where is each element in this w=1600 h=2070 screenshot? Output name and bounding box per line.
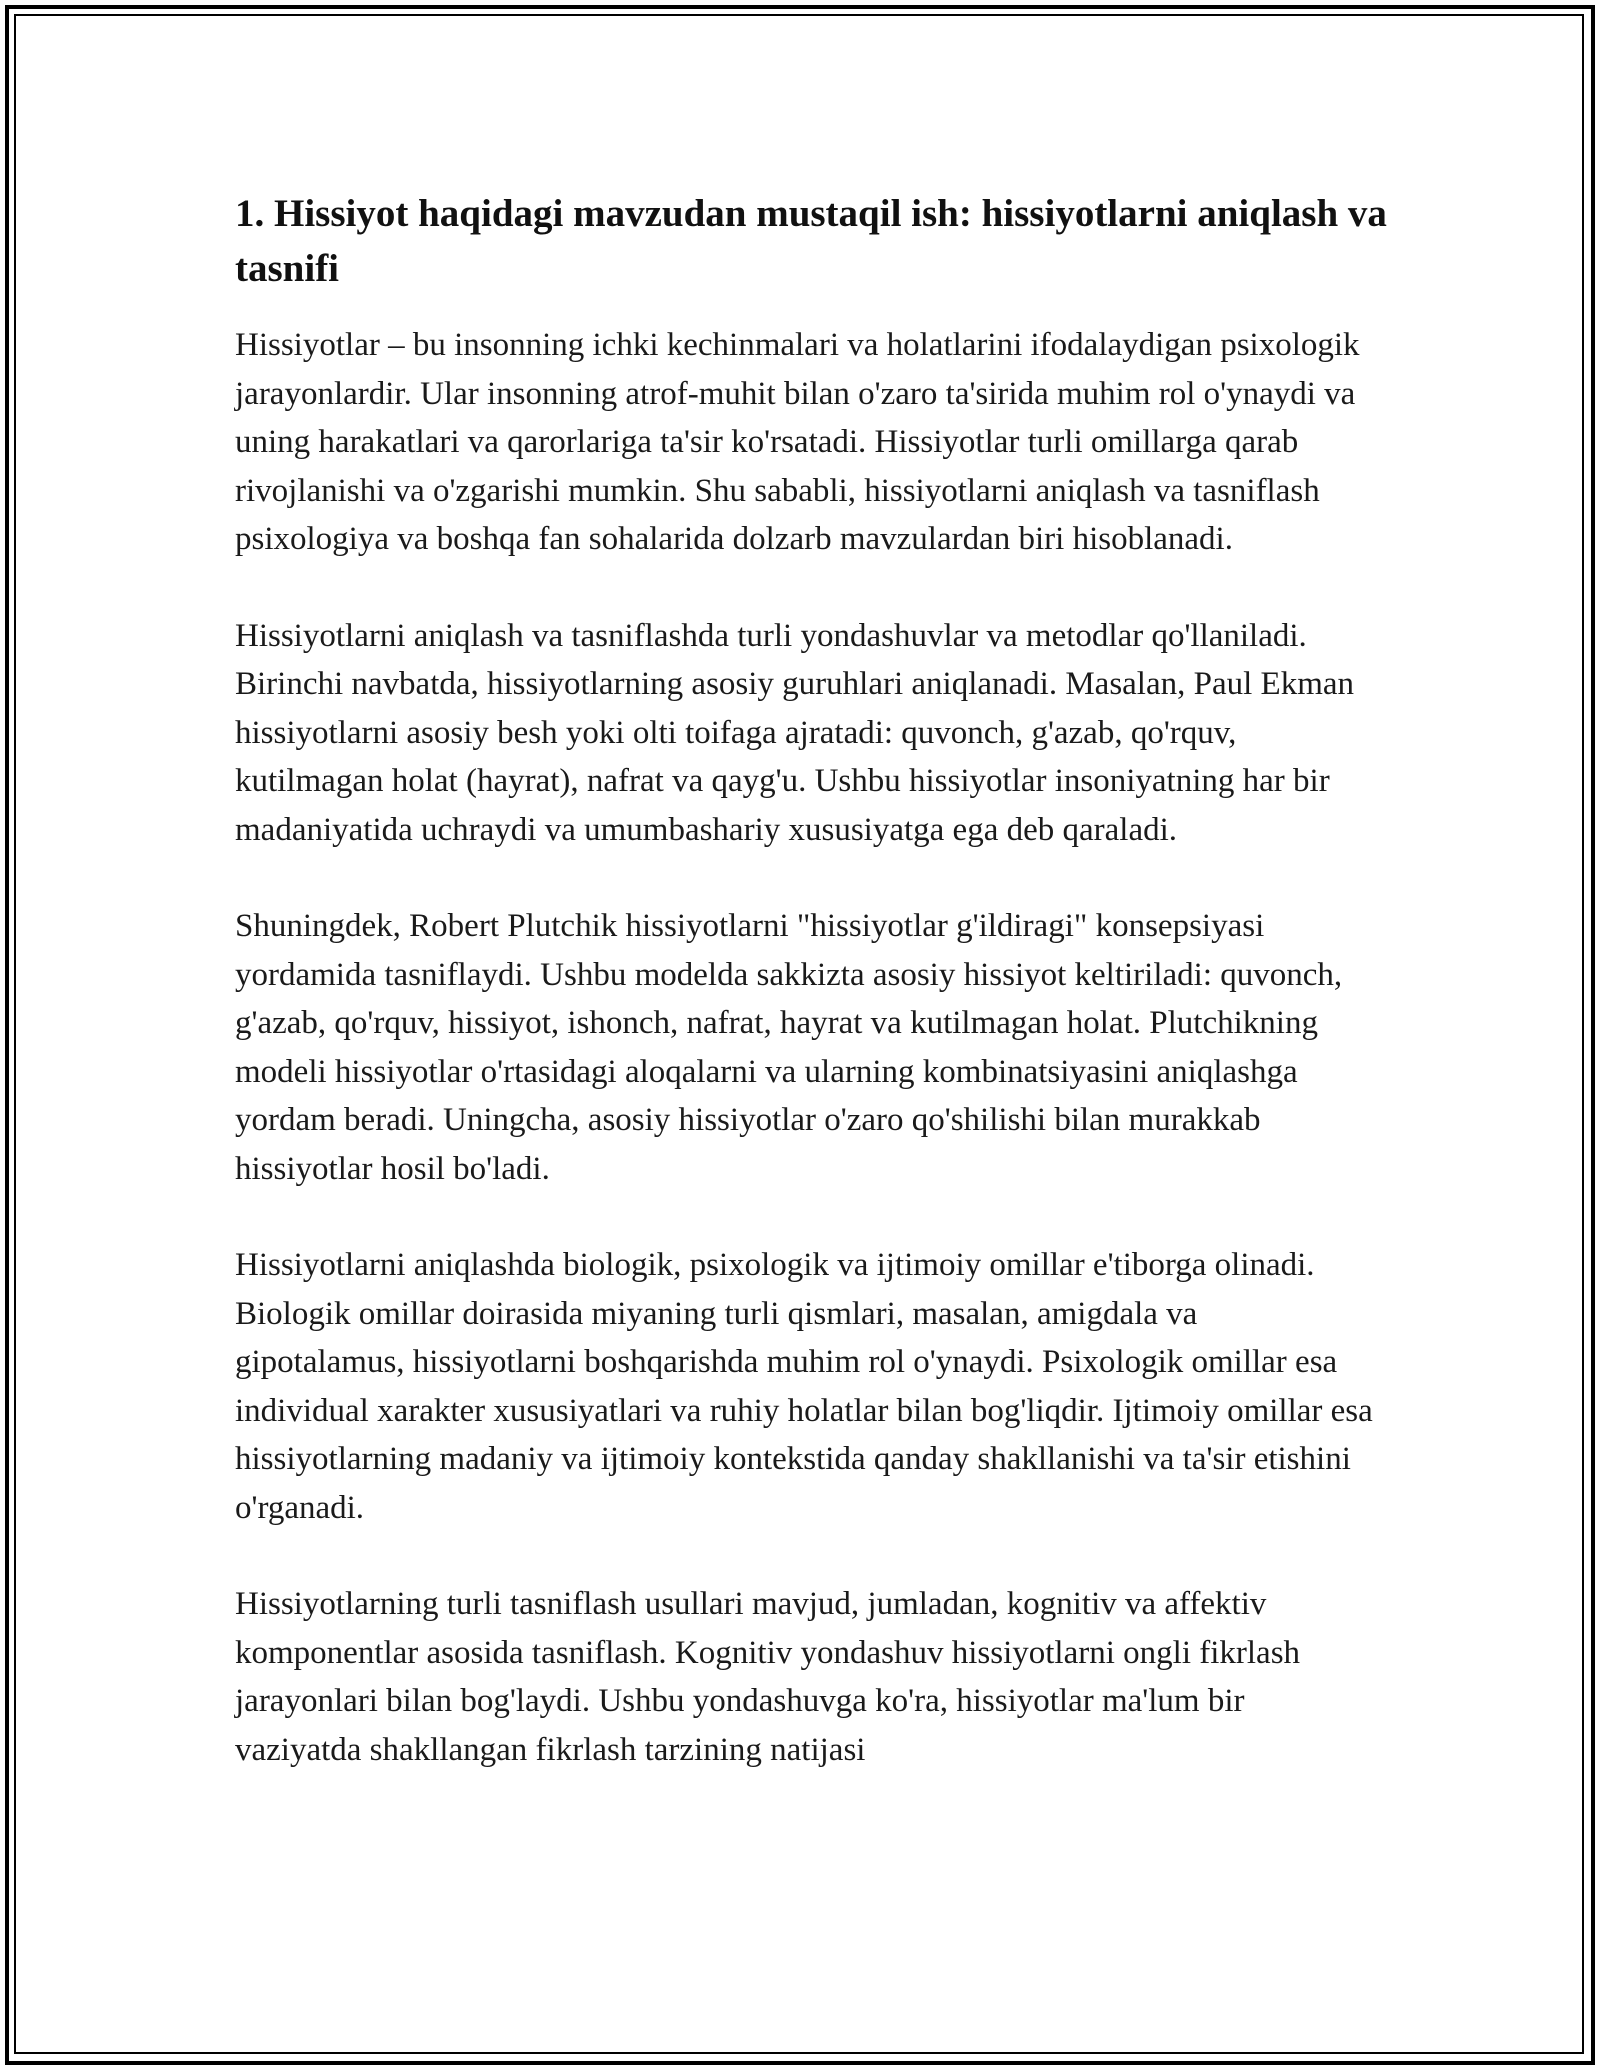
paragraph-4: Hissiyotlarni aniqlashda biologik, psixologik va ijtimoiy omillar e'tiborga olinadi. Biologik omillar doirasida miyaning turli qismlari, masalan, amigdala va gipotalamus, hissiyotlarni boshqarishda muhim rol o'ynaydi. Psixologik omillar esa individual xarakter xususiyatlari va ruhiy holatlar bilan bog'liqdir. Ijtimoiy omillar esa hissiyotlarning madaniy va ijtimoiy kontekstida qanday shakllanishi va ta'sir etishini o'rganadi. bbox=[235, 1247, 1373, 1526]
document-heading: 1. Hissiyot haqidagi mavzudan mustaqil ish: hissiyotlarni aniqlash va tasnifi bbox=[235, 192, 1387, 290]
paragraph-3: Shuningdek, Robert Plutchik hissiyotlarni "hissiyotlar g'ildiragi" konsepsiyasi yordamida tasniflaydi. Ushbu modelda sakkizta asosiy hissiyot keltiriladi: quvonch, g'azab, qo'rquv, hissiyot, ishonch, nafrat, hayrat va kutilmagan holat. Plutchikning modeli hissiyotlar o'rtasidagi aloqalarni va ularning kombinatsiyasini aniqlashga yordam beradi. Uningcha, asosiy hissiyotlar o'zaro qo'shilishi bilan murakkab hissiyotlar hosil bo'ladi. bbox=[235, 908, 1343, 1187]
paragraph-2: Hissiyotlarni aniqlash va tasniflashda turli yondashuvlar va metodlar qo'llaniladi. Birinchi navbatda, hissiyotlarning asosiy guruhlari aniqlanadi. Masalan, Paul Ekman hissiyotlarni asosiy besh yoki olti toifaga ajratadi: quvonch, g'azab, qo'rquv, kutilmagan holat (hayrat), nafrat va qayg'u. Ushbu hissiyotlar insoniyatning har bir madaniyatida uchraydi va umumbashariy xususiyatga ega deb qaraladi. bbox=[235, 617, 1355, 848]
paragraph-1: Hissiyotlar – bu insonning ichki kechinmalari va holatlarini ifodalaydigan psixologik jarayonlardir. Ular insonning atrof-muhit bilan o'zaro ta'sirida muhim rol o'ynaydi va uning harakatlari va qarorlariga ta'sir ko'rsatadi. Hissiyotlar turli omillarga qarab rivojlanishi va o'zgarishi mumkin. Shu sababli, hissiyotlarni aniqlash va tasniflash psixologiya va boshqa fan sohalarida dolzarb mavzulardan biri hisoblanadi. bbox=[235, 327, 1360, 557]
paragraph-5: Hissiyotlarning turli tasniflash usullari mavjud, jumladan, kognitiv va affektiv komponentlar asosida tasniflash. Kognitiv yondashuv hissiyotlarni ongli fikrlash jarayonlari bilan bog'laydi. Ushbu yondashuvga ko'ra, hissiyotlar ma'lum bir vaziyatda shakllangan fikrlash tarzining natijasi bbox=[235, 1586, 1301, 1768]
document-body bbox=[235, 186, 1395, 1822]
